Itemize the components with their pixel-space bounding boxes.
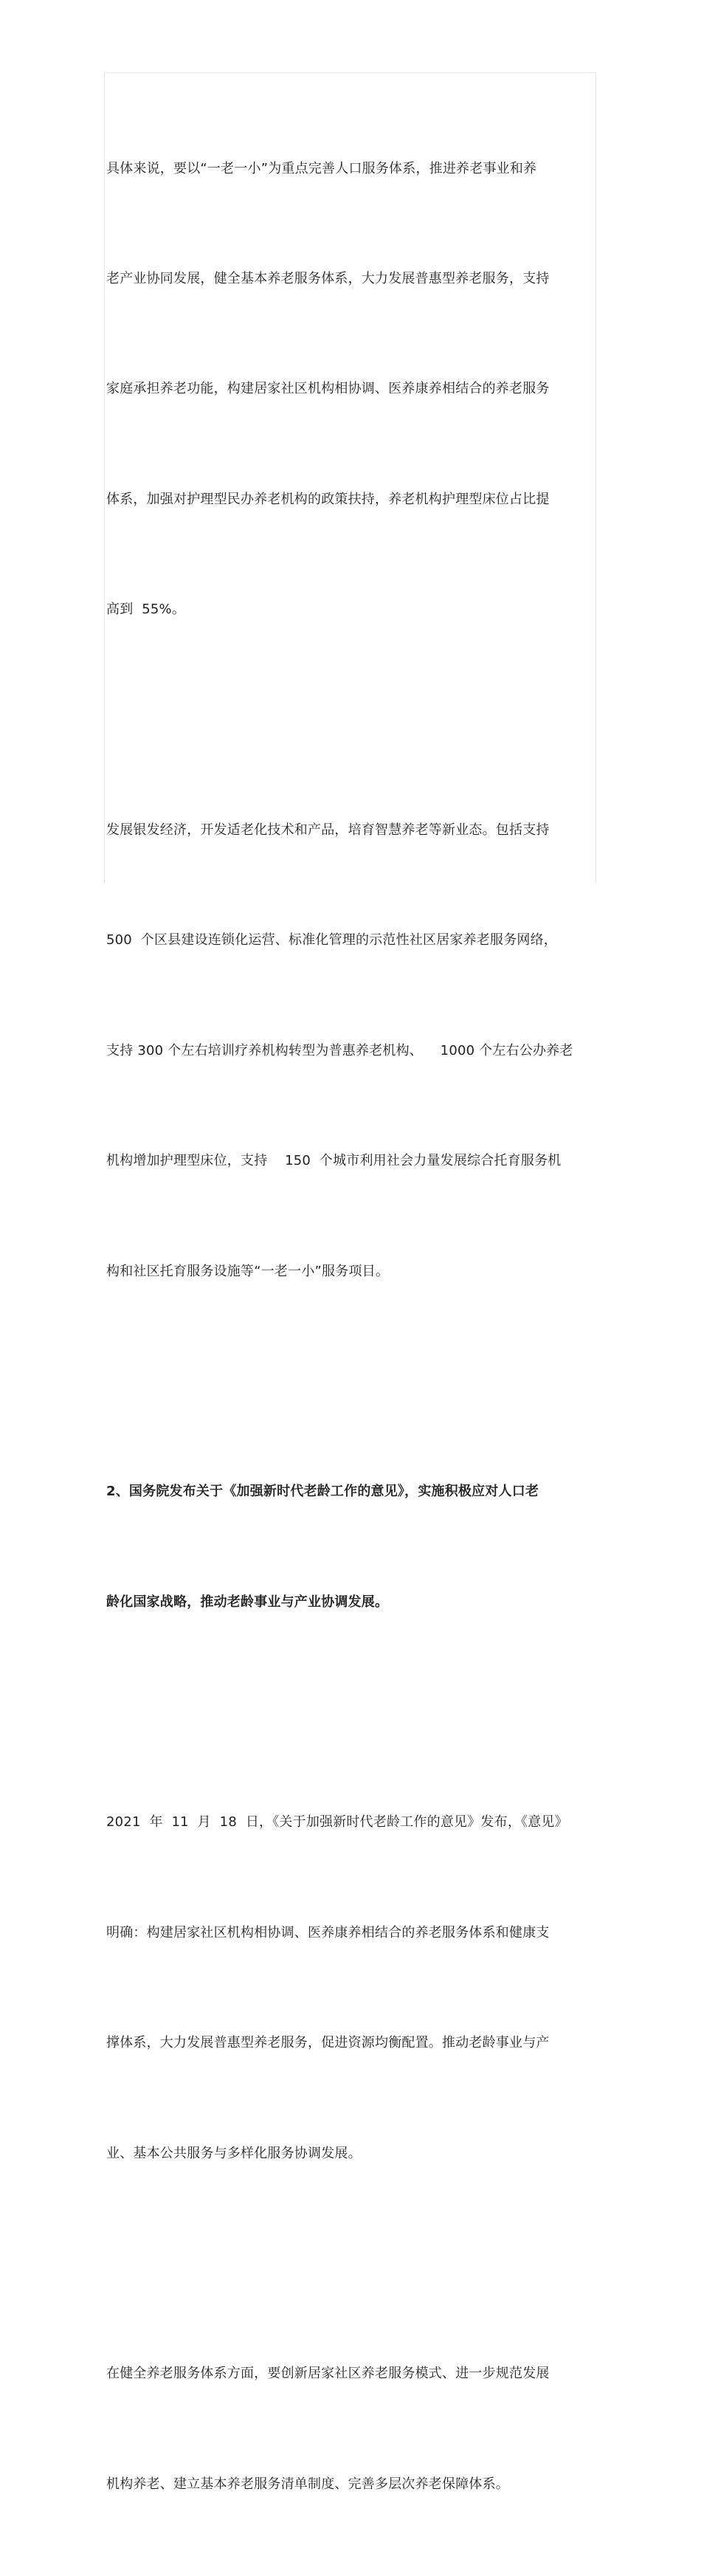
text-line: 500 个区县建设连锁化运营、标准化管理的示范性社区居家养老服务网络，	[106, 932, 557, 948]
paragraph-elderly-child-services	[106, 77, 592, 702]
text-line: 支持 300 个左右培训疗养机构转型为普惠养老机构、 1000 个左右公办养老	[106, 1042, 573, 1058]
text-line: 具体来说，要以“一老一小”为重点完善人口服务体系，推进养老事业和养	[106, 160, 537, 176]
text-line: 体系，加强对护理型民办养老机构的政策扶持，养老机构护理型床位占比提	[106, 491, 550, 507]
text-line: 家庭承担养老功能，构建居家社区机构相协调、医养康养相结合的养老服务	[106, 381, 550, 397]
text-line: 撑体系，大力发展普惠型养老服务，促进资源均衡配置。推动老龄事业与产	[106, 2035, 550, 2051]
text-line: 机构养老、建立基本养老服务清单制度、完善多层次养老保障体系。	[106, 2476, 509, 2492]
paragraph-gap	[106, 2245, 592, 2282]
heading-line: 2、国务院发布关于《加强新时代老龄工作的意见》，实施积极应对人口老	[106, 1484, 539, 1500]
paragraph-gap	[106, 1694, 592, 1731]
text-line: 老产业协同发展，健全基本养老服务体系，大力发展普惠型养老服务，支持	[106, 270, 550, 286]
paragraph-service-system	[106, 2282, 592, 2576]
text-line: 2021 年 11 月 18 日，《关于加强新时代老龄工作的意见》发布，《意见》	[106, 1814, 568, 1831]
paragraph-gap	[106, 702, 592, 739]
document-body	[106, 77, 592, 2576]
text-line: 发展银发经济，开发适老化技术和产品，培育智慧养老等新业态。包括支持	[106, 822, 550, 838]
paragraph-silver-economy	[106, 738, 592, 1363]
text-line: 机构增加护理型床位，支持 150 个城市利用社会力量发展综合托育服务机	[106, 1153, 562, 1169]
section-heading-state-council	[106, 1400, 592, 1694]
heading-line: 龄化国家战略，推动老龄事业与产业协调发展。	[106, 1594, 389, 1610]
text-line: 构和社区托育服务设施等“一老一小”服务项目。	[106, 1263, 390, 1279]
text-line: 明确：构建居家社区机构相协调、医养康养相结合的养老服务体系和健康支	[106, 1924, 550, 1940]
text-line: 在健全养老服务体系方面，要创新居家社区养老服务模式、进一步规范发展	[106, 2366, 550, 2382]
text-line: 业、基本公共服务与多样化服务协调发展。	[106, 2145, 362, 2161]
paragraph-opinion-release	[106, 1731, 592, 2245]
paragraph-gap	[106, 1363, 592, 1400]
text-line: 高到 55%。	[106, 602, 186, 618]
